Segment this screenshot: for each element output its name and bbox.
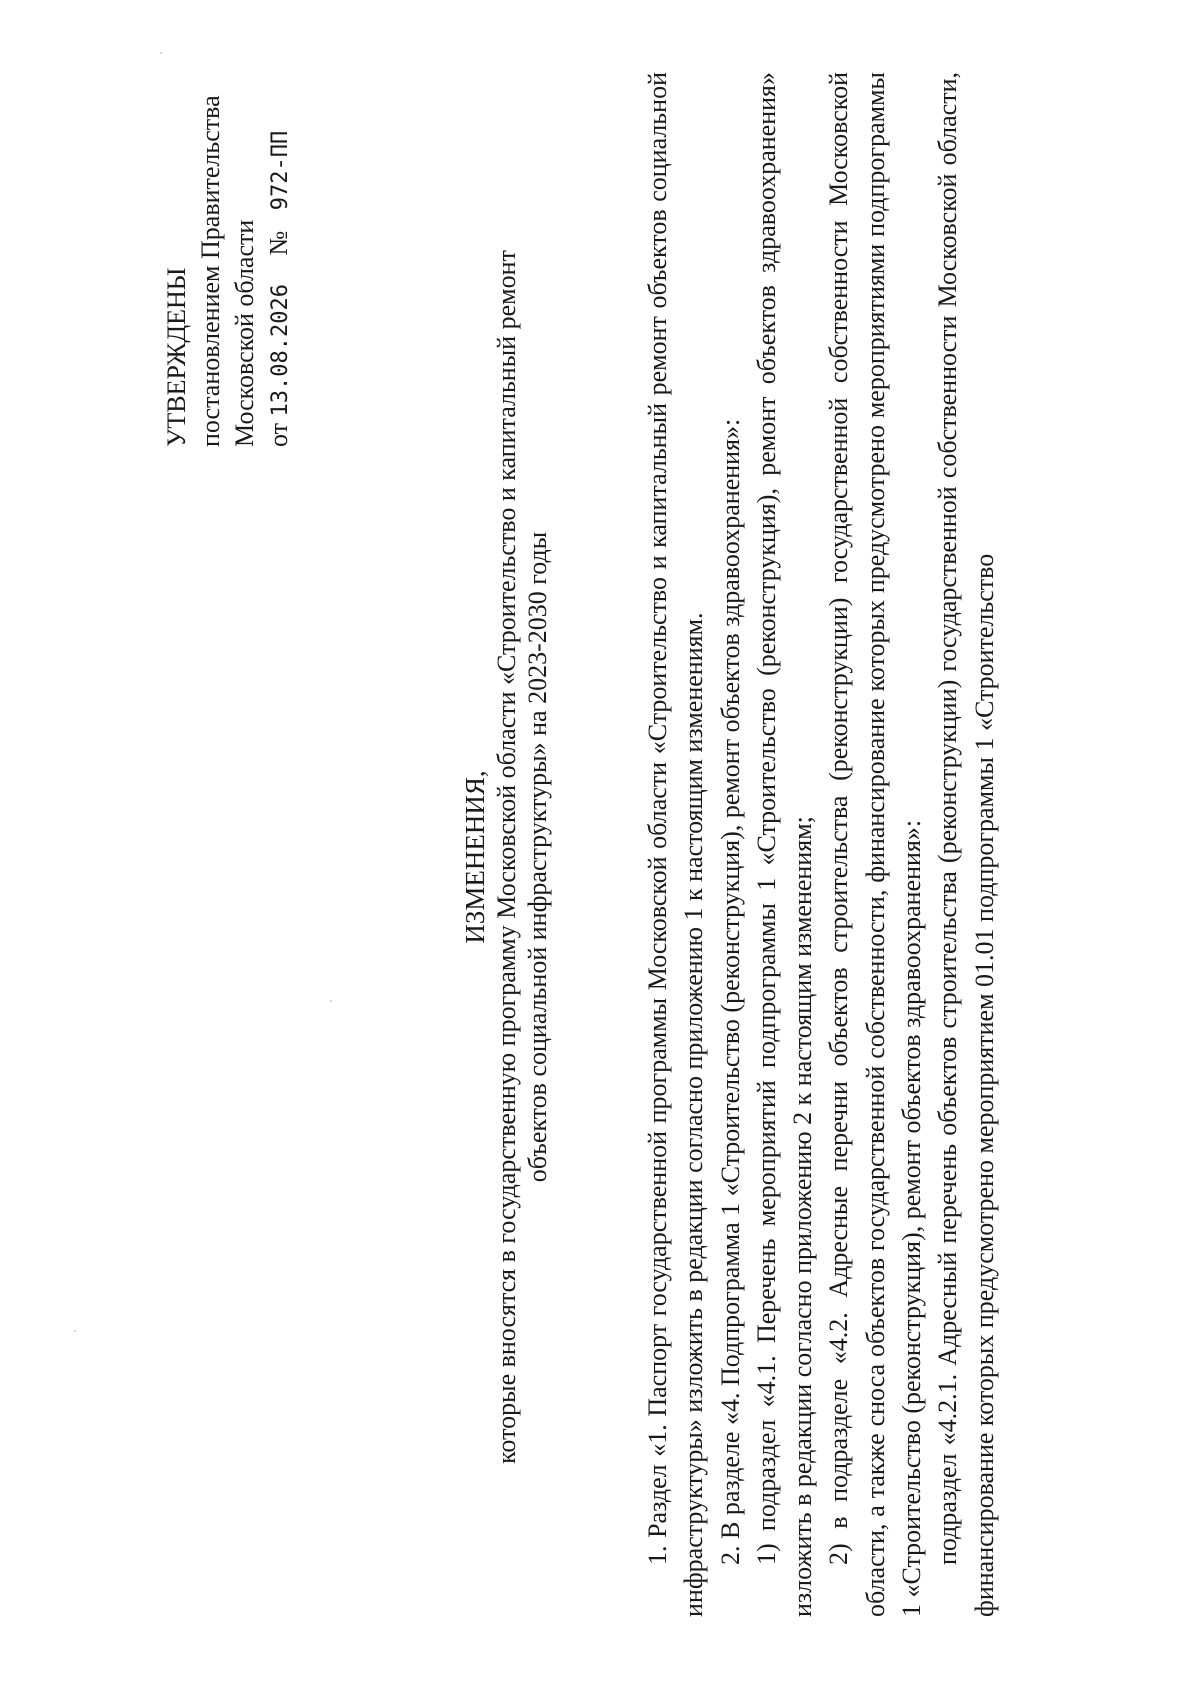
title-heading: ИЗМЕНЕНИЯ, [460, 770, 490, 944]
paragraph-4: 2) в подразделе «4.2. Адресные перечни объектов строительства (реконструкции) государственной собственности Московской области, а также сноса объектов государственной собственности, финансирование которых предусмотрено мероприятиями подпрограммы 1 «Строительство (реконструкция), ремонт объектов здравоохранения»: [824, 72, 927, 1617]
approval-date-prefix: от [264, 422, 293, 447]
paragraph-3: 1) подраздел «4.1. Перечень мероприятий подпрограммы 1 «Строительство (реконструкция), ремонт объектов здравоохранения» изложить в редакции согласно приложению 2 к настоящим изменениям; [751, 72, 818, 1617]
title-line-1: которые вносятся в государственную программу Московской области «Строительство и капитальный ремонт [492, 250, 521, 1464]
paragraph-5: подраздел «4.2.1. Адресный перечень объектов строительства (реконструкции) государственной собственности Московской области, финансирование которых предусмотрено мероприятием 01.01 подпрограммы 1 «Строительство [933, 72, 999, 1617]
approval-stamp [160, 7, 298, 447]
paragraph-1: 1. Раздел «1. Паспорт государственной программы Московской области «Строительство и капитальный ремонт объектов социальной инфраструктуры» изложить в редакции согласно приложению 1 к настоящим изменениям. [643, 72, 709, 1617]
title-line-2: объектов социальной инфраструктуры» на 2023-2030 годы [523, 531, 552, 1183]
approval-date-row [262, 7, 298, 447]
approval-region: Московской области [230, 219, 259, 447]
document-body [640, 72, 1003, 1617]
document-title [460, 147, 553, 1567]
paragraph-2: 2. В разделе «4. Подпрограмма 1 «Строительство (реконструкция), ремонт объектов здравоохранения»: [715, 418, 745, 1565]
approval-authority: постановлением Правительства [196, 95, 225, 447]
approval-number-sign: № [264, 230, 293, 256]
approval-title: УТВЕРЖДЕНЫ [162, 267, 191, 447]
approval-date: 13.08.2026 [268, 284, 293, 417]
approval-number: 972-ПП [268, 130, 293, 211]
